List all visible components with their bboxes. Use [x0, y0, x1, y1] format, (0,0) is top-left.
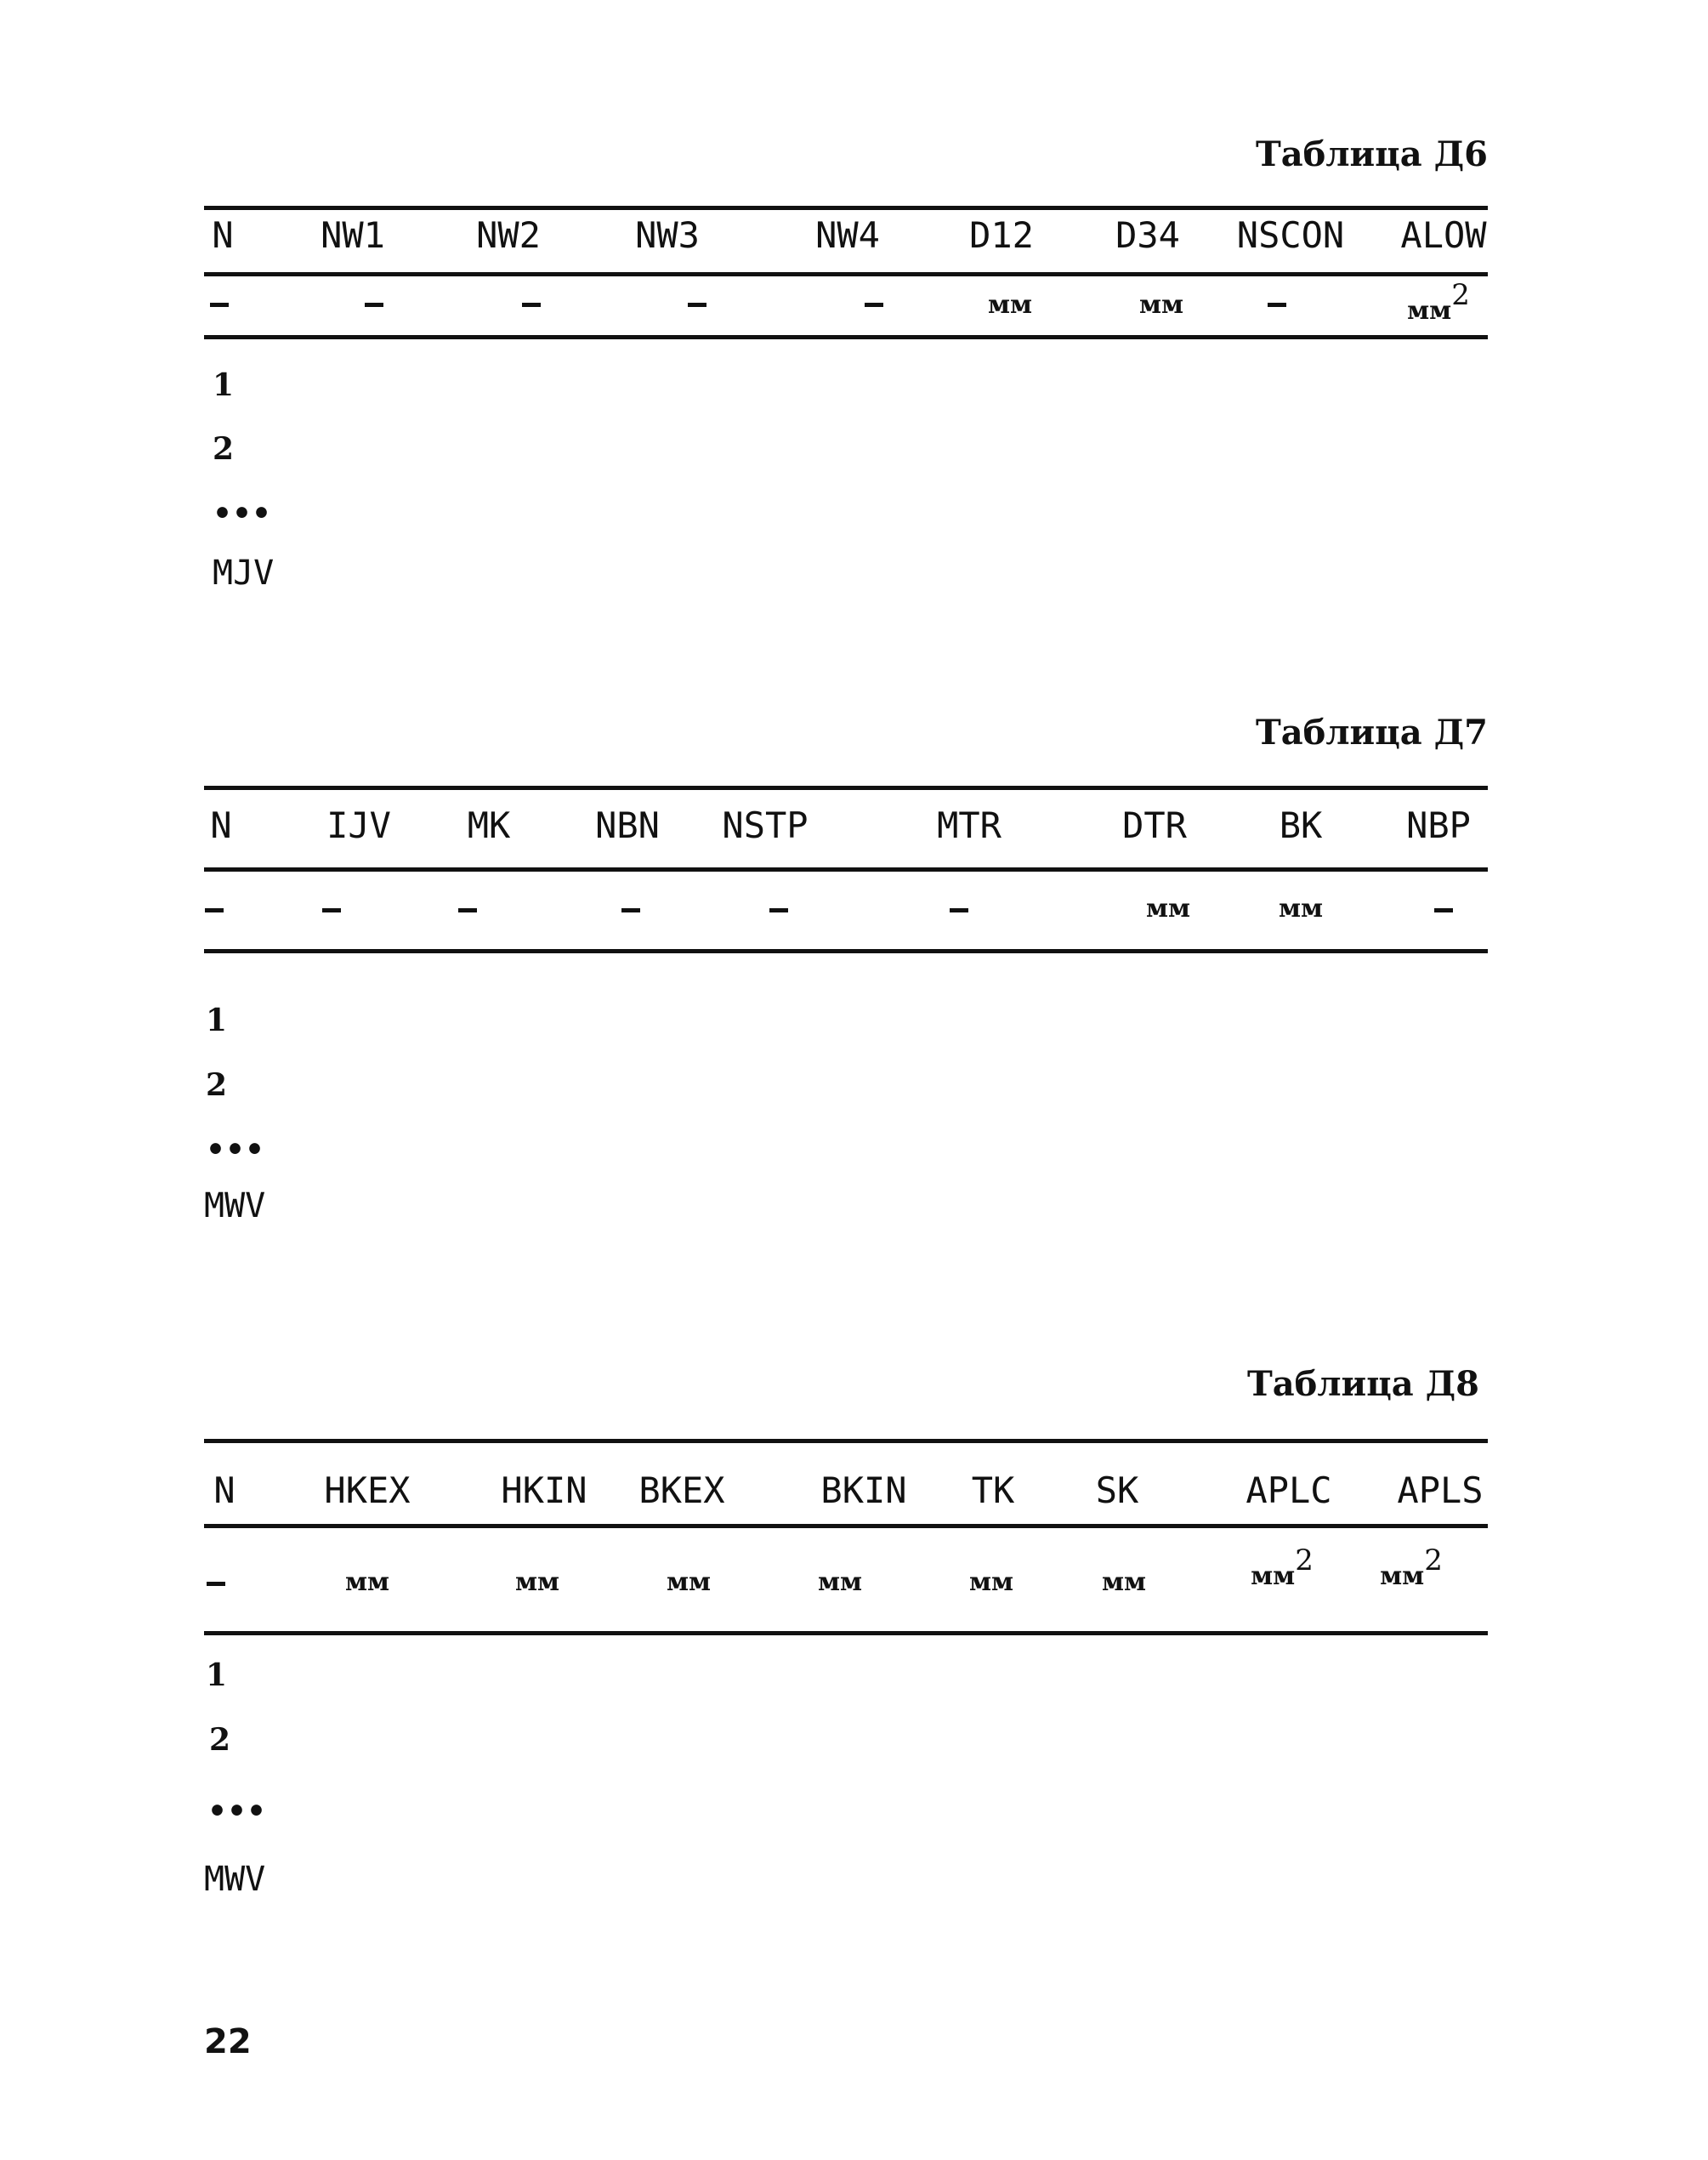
header-bkin: BKIN: [820, 1469, 907, 1511]
unit-dtr: мм: [1145, 894, 1191, 924]
unit-mk: [458, 896, 477, 922]
header-nw1: NW1: [321, 214, 385, 256]
header-mtr: MTR: [937, 804, 1002, 846]
unit-bk: мм: [1278, 894, 1324, 924]
table-d8: [204, 1361, 1488, 1922]
row-label: 2: [206, 1067, 228, 1103]
rule-mid: [204, 272, 1488, 276]
header-nscon: NSCON: [1236, 214, 1345, 256]
row-label: 1: [206, 1003, 228, 1038]
table-caption: Таблица Д6: [1255, 134, 1488, 174]
header-aplc: APLC: [1246, 1469, 1332, 1511]
header-hkex: HKEX: [324, 1469, 411, 1511]
row-label: •••: [206, 1132, 265, 1168]
unit-aplc: $мм^2$: [1251, 1543, 1314, 1591]
rule-bottom: [204, 949, 1488, 953]
unit-d12: мм: [987, 290, 1033, 320]
unit-nbn: [621, 896, 640, 922]
unit-nw3: [688, 291, 706, 316]
unit-mtr: [950, 896, 968, 922]
unit-alow: $мм^2$: [1407, 278, 1470, 326]
unit-dash: [865, 303, 883, 307]
unit-hkex: мм: [344, 1567, 390, 1597]
header-nbn: NBN: [595, 804, 660, 846]
unit-dash: [950, 908, 968, 912]
header-tk: TK: [971, 1469, 1015, 1511]
unit-dash: [1434, 908, 1453, 912]
header-n: N: [210, 804, 232, 846]
rule-top: [204, 786, 1488, 790]
row-label: MWV: [204, 1186, 266, 1225]
header-nw3: NW3: [635, 214, 700, 256]
unit-n: [210, 291, 229, 316]
header-n: N: [213, 1469, 235, 1511]
unit-n: [205, 896, 224, 922]
table-caption: Таблица Д8: [1246, 1364, 1479, 1404]
header-n: N: [212, 214, 234, 256]
rule-mid: [204, 1524, 1488, 1528]
table-caption: Таблица Д7: [1255, 713, 1488, 753]
header-sk: SK: [1095, 1469, 1139, 1511]
unit-n: [207, 1570, 225, 1595]
row-label: 2: [213, 431, 235, 467]
header-bkex: BKEX: [638, 1469, 725, 1511]
row-label: 1: [206, 1657, 228, 1693]
rule-mid: [204, 867, 1488, 872]
header-nbp: NBP: [1406, 804, 1471, 846]
rule-top: [204, 1439, 1488, 1443]
unit-d34: мм: [1138, 290, 1184, 320]
unit-sk: мм: [1101, 1567, 1147, 1597]
header-nw2: NW2: [476, 214, 541, 256]
header-mk: MK: [467, 804, 511, 846]
header-ijv: IJV: [326, 804, 391, 846]
page-number: 22: [204, 2022, 252, 2061]
row-label: MWV: [204, 1860, 266, 1899]
header-alow: ALOW: [1400, 214, 1487, 256]
unit-bkin: мм: [817, 1567, 863, 1597]
unit-apls: $мм^2$: [1380, 1543, 1443, 1591]
unit-dash: [322, 908, 341, 912]
unit-nw4: [865, 291, 883, 316]
unit-dash: [621, 908, 640, 912]
header-bk: BK: [1279, 804, 1323, 846]
row-label: •••: [213, 496, 272, 531]
unit-ijv: [322, 896, 341, 922]
header-d12: D12: [969, 214, 1034, 256]
header-d34: D34: [1115, 214, 1180, 256]
unit-dash: [522, 303, 541, 307]
unit-tk: мм: [968, 1567, 1014, 1597]
unit-bkex: мм: [666, 1567, 712, 1597]
unit-dash: [205, 908, 224, 912]
unit-dash: [207, 1582, 225, 1586]
unit-hkin: мм: [514, 1567, 560, 1597]
header-hkin: HKIN: [501, 1469, 587, 1511]
unit-nscon: [1268, 291, 1286, 316]
unit-nw2: [522, 291, 541, 316]
header-nstp: NSTP: [722, 804, 809, 846]
unit-dash: [769, 908, 788, 912]
rule-top: [204, 206, 1488, 210]
unit-nstp: [769, 896, 788, 922]
row-label: MJV: [213, 554, 275, 593]
unit-nw1: [365, 291, 383, 316]
unit-dash: [458, 908, 477, 912]
rule-bottom: [204, 1631, 1488, 1635]
unit-dash: [1268, 303, 1286, 307]
header-apls: APLS: [1397, 1469, 1484, 1511]
table-d6: [204, 128, 1488, 604]
unit-dash: [688, 303, 706, 307]
rule-bottom: [204, 335, 1488, 339]
row-label: 1: [213, 367, 235, 403]
unit-nbp: [1434, 896, 1453, 922]
unit-dash: [365, 303, 383, 307]
row-label: 2: [209, 1722, 231, 1758]
table-d7: [204, 706, 1488, 1233]
unit-dash: [210, 303, 229, 307]
header-dtr: DTR: [1122, 804, 1187, 846]
header-nw4: NW4: [815, 214, 880, 256]
row-label: •••: [207, 1793, 267, 1829]
